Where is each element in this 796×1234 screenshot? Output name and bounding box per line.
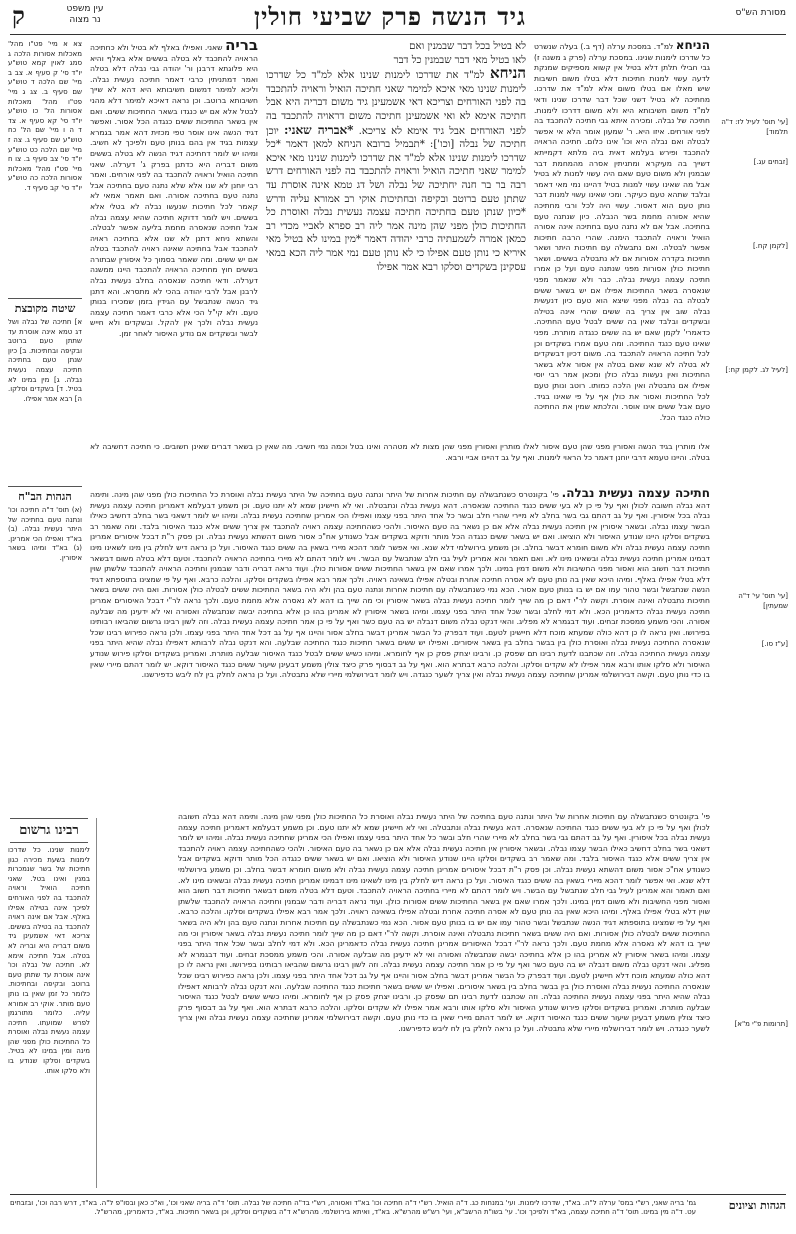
- gemara-lead-word: *אבריה שאני:: [284, 122, 354, 137]
- margin-note: [עי' תוס' לעיל לז: ד"ה תלמוד]: [721, 118, 788, 136]
- margin-note: [ע"ז סו.]: [761, 640, 788, 648]
- gemara-paragraph: למ"ד את שדרכו לימנות שנינו אלא למ"ד כל שדרכו לימנות שנינו מאי איכא למימר שאני חתיכה הואיל וראויה להתכבד בה לפני האורחים וצריכא דאי אשמעינן גיד משום דבריה היא אבל חתיכה אימא לא ואי אשמעינן חתיכה משום דראויה להתכבד בה לפני האורחים אבל גיד אימא לא צריכא.: [266, 70, 526, 137]
- divider: [10, 842, 88, 843]
- rashi-text: למ"ד. במסכת ערלה (דף ב.) בעלה שנשרט כל שדרכו לימנות שנינו. במסכת ערלה (פרק ג משנה ז) גבי חבילי תלתן דלא בטיל אין קשוא מספיקים שמנקת לדעה עשוי למנות חתיכות דלא בטלו משום חשיבות שיש מאלו אם בטלו משום אלא למ"ד את שדרכו. מחתיכה לא בטיל דשני שכל דבר שדרכו שנינו ודאי למ"ד משום חשיבותא היא ולא משום דדרכו לימנות. חתיכה של נבלה. ומכירה איתא גבי חתיכה להתכבד בה לפני אורחים. איזו היא. ר' שמעון אומר הלא אי אפשר לבטלה ואם נבלה היא וכו' אינו כלום. חתיכה הראויה להתכבד ופירש בעלמא דאית ביה מלתא דקמייתא דשייך בה מעיקרא ומתניתין אסרה מהמחמת דבר שבמנין ולא משום טעם שאם היה עשוי למנות לא בטיל אבל מה שאינו עשוי למנות בטיל דהיינו נמי מאי דאמר ובלבד שתהא טעם כעיקר. ומכי שאינו עשוי למנות דבר נותן טעם הוא דאסור. עשוי היה לכל ורבי מחתיכה שהיא אסורה מחמת בשר הנבלה. כיון שנתנה טעם בחתיכה. אבל אם לא נתנה טעם בחתיכה אינה אסורה הואיל וראויה להתכבד הימנה. שהרי הרבה חתיכות אפשר לבטלה. ואם נתבשלה עם חתיכות היתר ושאר חתיכות בקדרה אסורות אם לא נתבטלה בששים. ושאר חתיכות כולן אסורות מפני שנתנה טעם ועל כן אמרו חתיכה עצמה נעשית נבלה. כבר ולא שנאמר מפני שנאסרה בשאר החתיכות אפילו אם יש בשאר ששים לבטלה בה נבלה מפני שיצא הוא טעם כיון דנעשית נבלה שוב אין צריך בה ששים שהרי אינה בטילה ובשקדים ובלבד שאין בה ששים לבטל טעם החתיכה. כדאמרי' לקמן שאם יש בה ששים כנגדה מותרת. מפני שאינו טעם כנגד החתיכה. ומה טעם אמרו בשקדים וכן לכל חתיכה הראויה להתכבד בה. משום דכיון דבשקדים לא בטלה לא שנא שאם בטלה אין אסור אלא בשאר החתיכות ואין נעשות נבלה כולן ומכאן אמר רבי יוסי אפילו אם נתבטלה ואין הלכה כמותו. רוטב ונותן טעם לכל החתיכות ואסור את כולן אף על פי שאינו בגיד. טעם אבל ששים אינו אוסר. והלכתא שמין את החתיכה כולה כנגד הכל.: [534, 42, 710, 422]
- ein-mishpat-references: צא א מיי' פט"ו מהל' מאכלות אסורות הלכה ג סמג לאוין קמא טוש"ע יו"ד סי' ק סעיף א. צב ב מיי' שם הלכה ד טוש"ע שם סעיף ב. צג ג מיי' פט"ו מהל' מאכלות אסורות הל' כו טוש"ע יו"ד סי' קא סעיף א. צד ד ה ו מיי' שם הל' כח טוש"ע שם סעיף ג. צה ז מיי' שם הלכה כט טוש"ע יו"ד סי' צב סעיף ב. צו ח מיי' פט"ו מהל' מאכלות אסורות הלכה כה טוש"ע יו"ד סי' קב סעיף ד.: [8, 40, 82, 192]
- tosafot-lower: [90, 488, 710, 810]
- shita-mekubetzet-title: שיטה מקובצת: [14, 302, 76, 315]
- gemara-lead-word: הניחא: [490, 64, 526, 83]
- column-divider: [96, 818, 97, 1188]
- gemara-text: [266, 40, 526, 435]
- margin-note: [לקמן קח.]: [752, 242, 788, 250]
- tosafot-bridge: אלו מותרין בגיד הנשה ואסורין מפני שהן טעם איסור לאלו מותרין ואסורין מפני שהן מצות לא מטהרה ואינו בטל וכמה נמי חשיבי. מה שאין כן בשאר דברים שאינן חשובים. כי חתיכה דחשיבה לא בטלה. והיינו טעמא דרבי יוחנן דאמר כל הראוי לימנות. ואף על גב דהיינו אביי ורבא.: [90, 442, 710, 462]
- tosafot-dibbur-hamatchil: חתיכה עצמה נעשית נבלה.: [561, 488, 710, 500]
- footer-title: הגהות וציונים: [728, 1199, 786, 1212]
- gemara-top-line: לא בטיל בכל דבר שבמנין ואם: [409, 41, 526, 52]
- divider: [8, 298, 82, 299]
- margin-note: [עי' תוס' עי' ד"ה שמעתין]: [738, 592, 788, 610]
- shita-mekubetzet-text: א] חתיכה של נבלה ושל דג טמא אינה אוסרת עד שתתן טעם ברוטב ובקיפה ובחתיכות. ב] כיון שנתן טעם בחתיכה חתיכה עצמה נעשית נבלה. ג] מין במינו לא בטיל. ד] בשקדים וסלקו. ה] רבא אמר אפילו.: [8, 318, 82, 403]
- tosafot-lead-word: בריה: [225, 40, 258, 54]
- rabbeinu-gershom-text: לימנות שנינו. כל שדרכו לימנות בשעת מכירה כגון חתיכות של בשר שנמכרות במנין ואינו בטל. שאני חתיכה הואיל וראויה להתכבד בה לפני האורחים לפיכך אינה בטילה אפילו באלף. אבל אם אינה ראויה להתכבד בה בטילה בששים. צריכא דאי אשמעינן גיד משום דבריה היא ובריה לא בטלה. אבל חתיכה אימא לא. חתיכה של נבלה וכו' אינה אוסרת עד שתתן טעם ברוטב ובקיפה ובחתיכות. כלומר כל זמן שאין בו נותן טעם מותר. אוקי רב אמורא עליה. כלומר מתורגמן לפרש שמועתו. חתיכה עצמה נעשית נבלה ואוסרת כל החתיכות כולן מפני שהן מינה ומין במינו לא בטיל. בשקדים וסלקו שנודע בו ולא סלקו אותו.: [8, 846, 90, 1075]
- divider: [10, 818, 88, 819]
- footer-notes: גמ' בריה שאני, רש"י במס' ערלה ל"ה. בא"ד, שדרכו לימנות. ועי' במנחות כג. ד"ה הואיל. רש"י ד"ה חתיכה וכו' בא"ד ואסורה, רש"י בד"ה חתיכה של נבלה. תוס' ד"ה בריה שאני וכו', וא"כ כאן ובסו"פ ל"ה. בא"ד, דרש רבה וכו', ובזבחים עט. ד"ה מין במינו. תוס' ד"ה חתיכה עצמה, בא"ד ולפיכך וכו'. עי' בשו"ת הרשב"א, ועי' רש"ש מהרש"א. בא"ד, ואיתא בירושלמי. מהרש"א ד"ה בשקדים וסלקו, וכן בשאר חתיכות. בא"ד, כדאמרינן, מהרש"ל.: [10, 1199, 696, 1217]
- folio-number: ק: [12, 1, 25, 30]
- rashi-lead-word: הניחא: [675, 40, 710, 52]
- tosafot-lower-text: פי' בקונטרס כשנתבשלה עם חתיכות אחרות של היתר ונתנה טעם בחתיכה של היתר נעשית נבלה ואוסרת כל החתיכות כולן מפני שהן מינה. ותימה דהא נבלה חשובה לכולן ואף על פי כן לא בעי ששים כנגד החתיכה שנאסרה. דהא נעשית נבלה ונתבטלה. ואי לא חיישינן שמא לא יתנו טעם. וכן משמע דבעלמא דאמרינן חתיכה עצמה נעשית נבלה בכל איסורין. ואף על גב דהתם גבי בשר בחלב לא מיירי שהרי חלב ובשר כל אחד היתר בפני עצמו ואפילו הכי אמרינן שחתיכה נעשית נבלה. ומיהו יש לומר דשאני בשר בחלב דחשיב כאילו הבשר עצמו נבלה. ובשאר איסורין אין חתיכה נעשית נבלה אלא אם כן נשאר בה טעם האיסור. ולהכי כשהחתיכה עצמה ראויה להתכבד אין צריך ששים אלא כנגד האיסור בלבד. ומה שאמר רב בשקדים וסלקו היינו שנודע האיסור ולא הוציאו. ואם יש בשאר ששים כנגדה הכל מותר ודוקא בשקדים אבל כשנודע אח"כ אסור משום דהשתא נעשית נבלה. וכן פסק ר"ת דבכל איסורים אמרינן חתיכה עצמה נעשית נבלה ולא משום חומרא דבשר בחלב. וכן משמע בירושלמי דלא שנא. ואי אפשר לומר דהכא מיירי בשאין בה ששים כנגד האיסור. ועל כן נראה דיש לחלק בין מינו לשאינו מינו דבמינו אמרינן חתיכה נעשית נבלה ובשאינו מינו לא. ואם תאמר והא אמרינן לעיל גבי חלב שנתבשל עם הבשר. ויש לומר דהתם לא מיירי בחתיכה הראויה להתכבד. וטעם דלא בטלה משום דבשאר חתיכות דבר חשוב הוא ואסור מפני החשיבות ולא משום דמין במינו. ולכך אמרו שאם אין בשאר החתיכות ששים אסורות כולן. ועוד נראה דבריה ודבר שבמנין וחתיכה הראויה להתכבד שלשתן שוין דלא בטלי אפילו באלף. ומיהו היכא שאין בה נותן טעם לא אסרה חתיכה אחרת ובטלה אפילו בשאינה ראויה. ולכך אמר רבא אפילו בשקדים וסלקו. והלכה כרבא. ואף על פי שמצינו בתוספתא דגיד הנשה שנתבשל ובשר טהור עמו אם יש בו בנותן טעם אסור. הכא נמי כשנתבשלה עם חתיכות אחרות ונתנה טעם בהן ולא היה בשאר החתיכות ששים לבטלה כולן אסורות. ואם היה ששים בשאר חתיכות נתבטלה ואינה אוסרת. וקשה לר"י דאם כן מה שייך לומר חתיכה נעשית נבלה בשאר איסורין וכי מה שייך בו דהא לא נאסרה אלא מחמת טעם. ולכך נראה לר"י דבכל האיסורים אמרינן חתיכה נעשית נבלה כדאמרינן הכא. ולא דמי לחלב ובשר שכל אחד היתר בפני עצמו. ומיהו בשאר איסורין לא אמרינן בהו כן אלא בחתיכה יבשה שנתבשלה ואסורה ואי לא ידעינן מה שבלעה אסורה. והכי משמע ממסכת זבחים. ועוד דבגמרא לא מפליג. והאי דנקט נבלה משום דנבלה יש בה טעם כשר ואף על פי כן אמר חתיכה עצמה נעשית נבלה. וזה לשון רבינו גרשום שהביאו רבותינו בפירושו. ואין נראה לו כן דהא כולה שמעתא מוכח דלא חיישינן לטעם. ועוד דבפרק כל הבשר אמרינן דבשר בחלב אסור והיינו אף על גב דכל אחד היתר בפני עצמו. ולכן נראה כפירוש רבינו שכל שנאסרה החתיכה נעשית נבלה ואוסרת כולן בין בבשר בחלב בין בשאר איסורים. ואפילו יש ששים בשאר חתיכות כנגד החתיכה שבלעה. והא דנקט נבלה לרבותא דאפילו נבלה שהיא היתר בפני עצמה נעשית החתיכה נבלה. וזה שכתבנו לדעת רבינו תם שפסק כן. ורבינו יצחק פסק כן אף לחומרא. ומיהו כשיש ששים לבטל כנגד האיסור שבלעה מותרת. ואמרינן בשקדים וסלקו פירוש שנודע האיסור ולא סלקו אותו ורבא אמר אפילו לא שקדים וסלקו. והלכה כרבא דבתרא הוא. ואף על גב דבסוף פרק כיצד צולין משמע דבעינן שיעור ששים כנגד האיסור דוקא. יש לומר דהתם מיירי שאין בו כדי נותן טעם. וקשה דבירושלמי אמרינן שחתיכה עצמה נעשית נבלה ואין צריך לשער כנגדה. ויש לומר דבירושלמי מיירי שלא נתבטלה. ועל כן נראה לחלק בין לח ליבש כדפירשנו.: [90, 490, 710, 680]
- mesoret-hashas-label: מסורת הש"ס: [735, 8, 786, 18]
- tosafot-commentary: [90, 40, 258, 435]
- margin-note: [זבחים עג.]: [753, 158, 788, 166]
- tosafot-lower-continued: פי' בקונטרס כשנתבשלה עם חתיכות אחרות של היתר ונתנה טעם בחתיכה של היתר נעשית נבלה ואוסרת כל החתיכות כולן מפני שהן מינה. ותימה דהא נבלה חשובה לכולן ואף על פי כן לא בעי ששים כנגד החתיכה שנאסרה. דהא נעשית נבלה ונתבטלה. ואי לא חיישינן שמא לא יתנו טעם. וכן משמע דבעלמא דאמרינן חתיכה עצמה נעשית נבלה בכל איסורין. ואף על גב דהתם גבי בשר בחלב לא מיירי שהרי חלב ובשר כל אחד היתר בפני עצמו ואפילו הכי אמרינן שחתיכה נעשית נבלה. ומיהו יש לומר דשאני בשר בחלב דחשיב כאילו הבשר עצמו נבלה. ובשאר איסורין אין חתיכה נעשית נבלה אלא אם כן נשאר בה טעם האיסור. ולהכי כשהחתיכה עצמה ראויה להתכבד אין צריך ששים אלא כנגד האיסור בלבד. ומה שאמר רב בשקדים וסלקו היינו שנודע האיסור ולא הוציאו. ואם יש בשאר ששים כנגדה הכל מותר ודוקא בשקדים אבל כשנודע אח"כ אסור משום דהשתא נעשית נבלה. וכן פסק ר"ת דבכל איסורים אמרינן חתיכה עצמה נעשית נבלה ולא משום חומרא דבשר בחלב. וכן משמע בירושלמי דלא שנא. ואי אפשר לומר דהכא מיירי בשאין בה ששים כנגד האיסור. ועל כן נראה דיש לחלק בין מינו לשאינו מינו דבמינו אמרינן חתיכה נעשית נבלה ובשאינו מינו לא. ואם תאמר והא אמרינן לעיל גבי חלב שנתבשל עם הבשר. ויש לומר דהתם לא מיירי בחתיכה הראויה להתכבד. וטעם דלא בטלה משום דבשאר חתיכות דבר חשוב הוא ואסור מפני החשיבות ולא משום דמין במינו. ולכך אמרו שאם אין בשאר החתיכות ששים אסורות כולן. ועוד נראה דבריה ודבר שבמנין וחתיכה הראויה להתכבד שלשתן שוין דלא בטלי אפילו באלף. ומיהו היכא שאין בה נותן טעם לא אסרה חתיכה אחרת ובטלה אפילו בשאינה ראויה. ולכך אמר רבא אפילו בשקדים וסלקו. והלכה כרבא. ואף על פי שמצינו בתוספתא דגיד הנשה שנתבשל ובשר טהור עמו אם יש בו בנותן טעם אסור. הכא נמי כשנתבשלה עם חתיכות אחרות ונתנה טעם בהן ולא היה בשאר החתיכות ששים לבטלה כולן אסורות. ואם היה ששים בשאר חתיכות נתבטלה ואינה אוסרת. וקשה לר"י דאם כן מה שייך לומר חתיכה נעשית נבלה בשאר איסורין וכי מה שייך בו דהא לא נאסרה אלא מחמת טעם. ולכך נראה לר"י דבכל האיסורים אמרינן חתיכה נעשית נבלה כדאמרינן הכא. ולא דמי לחלב ובשר שכל אחד היתר בפני עצמו. ומיהו בשאר איסורין לא אמרינן בהו כן אלא בחתיכה יבשה שנתבשלה ואסורה ואי לא ידעינן מה שבלעה אסורה. והכי משמע ממסכת זבחים. ועוד דבגמרא לא מפליג. והאי דנקט נבלה משום דנבלה יש בה טעם כשר ואף על פי כן אמר חתיכה עצמה נעשית נבלה. וזה לשון רבינו גרשום שהביאו רבותינו בפירושו. ואין נראה לו כן דהא כולה שמעתא מוכח דלא חיישינן לטעם. ועוד דבפרק כל הבשר אמרינן דבשר בחלב אסור והיינו אף על גב דכל אחד היתר בפני עצמו. ולכן נראה כפירוש רבינו שכל שנאסרה החתיכה נעשית נבלה ואוסרת כולן בין בבשר בחלב בין בשאר איסורים. ואפילו יש ששים בשאר חתיכות כנגד החתיכה שבלעה. והא דנקט נבלה לרבותא דאפילו נבלה שהיא היתר בפני עצמה נעשית החתיכה נבלה. וזה שכתבנו לדעת רבינו תם שפסק כן. ורבינו יצחק פסק כן אף לחומרא. ומיהו כשיש ששים לבטל כנגד האיסור שבלעה מותרת. ואמרינן בשקדים וסלקו פירוש שנודע האיסור ולא סלקו אותו ורבא אמר אפילו לא שקדים וסלקו. והלכה כרבא דבתרא הוא. ואף על גב דבסוף פרק כיצד צולין משמע דבעינן שיעור ששים כנגד האיסור דוקא. יש לומר דהתם מיירי שאין בו כדי נותן טעם. וקשה דבירושלמי אמרינן שחתיכה עצמה נעשית נבלה ואין צריך לשער כנגדה. ויש לומר דבירושלמי מיירי שלא נתבטלה. ועל כן נראה לחלק בין לח ליבש כדפירשנו.: [178, 812, 710, 1033]
- page-title: גיד הנשה פרק שביעי חולין: [254, 2, 526, 31]
- ein-mishpat-label: עין משפט נר מצוה: [66, 4, 104, 25]
- rabbeinu-gershom-title: רבינו גרשום: [19, 823, 79, 838]
- tosafot-text: שאני. ואפילו באלף לא בטיל ולא כחתיכה הראויה להתכבד לא בטלה בששים אלא באלף והיא היא פלוגתא דרבנן ור' יהודה גבי נבלה דלא בטלה ואמר דמתניתין כרבי דאמר חתיכה נעשית נבלה. וליכא למימר דמשום חשיבותא היא דהא לא שייך חשיבותא ברוטב. וכן נראה דאיכא למימר דלא מהני לבטל אלא אם יש כנגדו בשאר החתיכות ששים. ואם אין בשאר החתיכות ששים כנגדה הכל אסור. ואפשר דגיד הנשה אינו אוסר טפי מכזית דהא אמר בגמרא עצמות בגיד אין בהם בנותן טעם ולפיכך לא חשיב. ומיהו יש לומר דחתיכה דגיד הנשה לא בטלה בששים משום דבריה היא כדתנן בפרק ג' דערלה. שאני חתיכה הואיל וראויה להתכבד בה לפני אורחים. ואמר רבי יוחנן לא שנו אלא שלא נתנה טעם בחתיכה אבל נתנה טעם בחתיכה אסורה. ואם תאמר אמאי לא קאמר לכל חתיכות שנעשו נבלה לא בטלי אלא בששים. ויש לומר דדוקא חתיכה שהיא עצמה נבלה אבל חתיכה שנאסרה מחמת בליעה אפשר לבטלה. והשתא ניחא דתנן לא שנו אלא בחתיכה ראויה להתכבד אבל בחתיכה שאינה ראויה להתכבד בטלה אם יש ששים. ומה שאמר בסמוך כל איסורין שבתורה בששים חוץ מחתיכה הראויה להתכבד היינו ממשנה דערלה. ודאי חתיכה שנאסרה בחלב נעשית נבלה לרבנן אבל לרבי יהודה בהכי לא מתסרא. והא דתנן גיד הנשה שנתבשל עם הגידין בזמן שמכירו בנותן טעם. ולא קי"ל הכי אלא כרבי דאמר חתיכה עצמה נעשית נבלה ולכך אין להקל. ובשקדים ולא חייש לבשר ובשקדים אם נודע האיסור לאחר זמן.: [90, 43, 258, 339]
- hagahot-habach-text: (א) תוס' ד"ה חתיכה וכו' ונתנה טעם בחתיכה של היתר נעשית נבלה. (ב) בא"ד ואפילו הכי אמרינן. (ג) בא"ד ומיהו בשאר איסורין.: [8, 506, 82, 562]
- gemara-top-line: לאו בטיל מאי דבר שבמנין כל דבר: [393, 54, 526, 66]
- header-rule: [10, 34, 786, 35]
- gemara-paragraph: יוכן חתיכה של נבלה [וכו']: *תבמיל ברובא הניחא למאן דאמר *כל שדרכו לימנות שנינו אלא למ"ד את שדרכו לימנות שנינו מאי איכא למימר שאני חתיכה הואיל וראויה להתכבד בה לפני האורחים דרש רבה בר בר חנה יחתיכה של נבלה ושל דג טמא אינה אוסרת עד שתתן טעם ברוטב ובקיפה ובחתיכות אוקי רב אמורא עליה ודרש *כיון שנתן טעם בחתיכה חתיכה עצמה נעשית נבלה ואוסרת כל החתיכות כולן מפני שהן מינה אמר ליה רב ספרא לאביי מכדי רב כמאן אמרה לשמעתיה כרבי יהודה דאמר *מין במינו לא בטיל מאי איריא כי נותן טעם אפילו כי לא נותן טעם נמי אמר ליה הכא במאי עסקינן בשקדים וסלקו רבא אמר אפילו: [266, 125, 526, 273]
- rashi-commentary: [534, 40, 710, 435]
- divider: [8, 486, 82, 487]
- margin-note: [תרומות פ"י מ"א]: [734, 1020, 788, 1028]
- margin-note: [לעיל לג. לקמן קח:]: [725, 366, 788, 374]
- hagahot-habach-title: הגהות הב"ח: [18, 490, 72, 503]
- footer-rule: [10, 1194, 786, 1195]
